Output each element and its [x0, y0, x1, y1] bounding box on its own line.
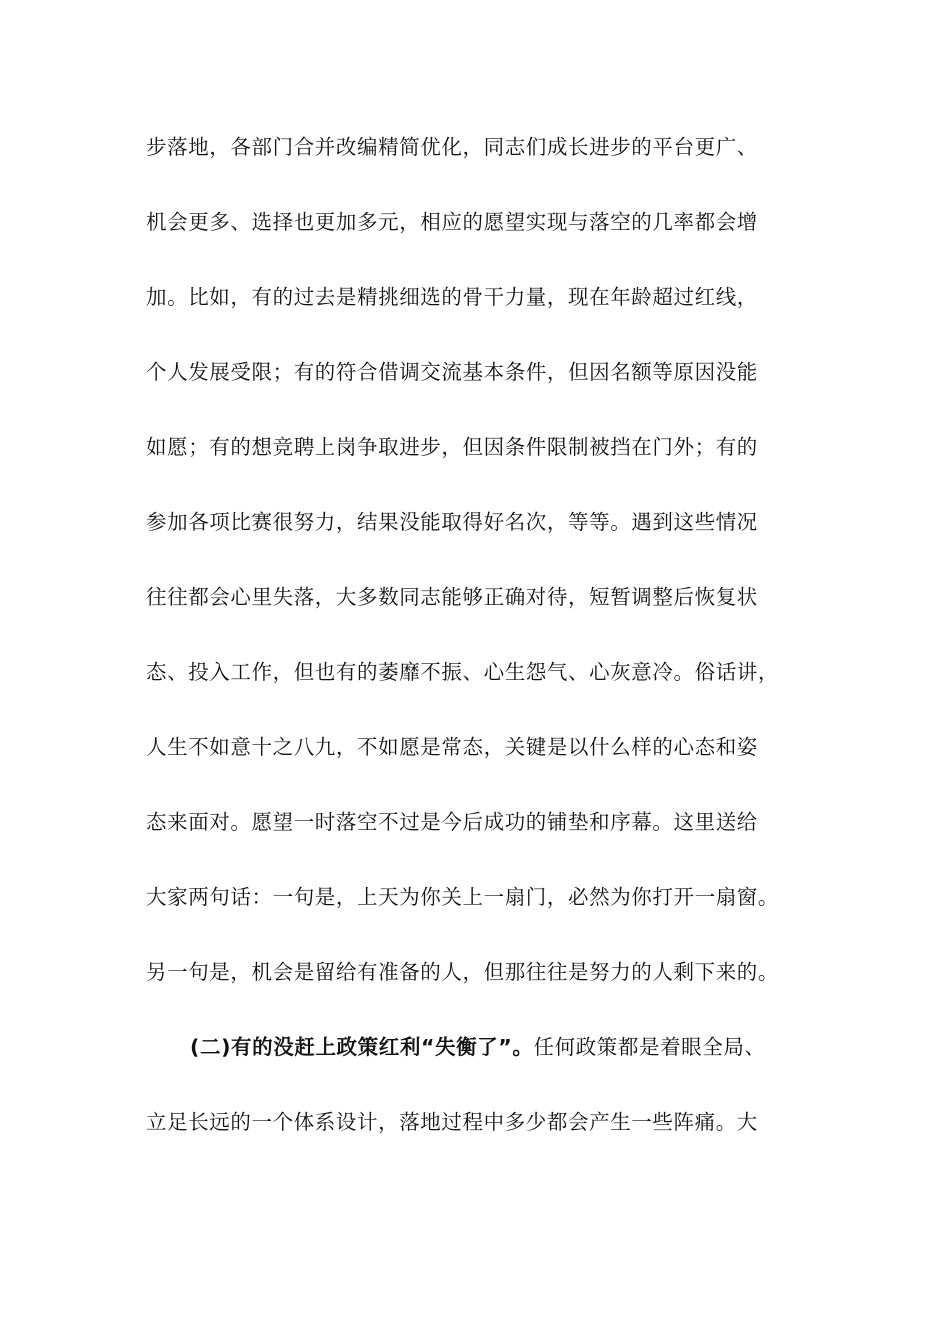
text-line: 机会更多、选择也更加多元，相应的愿望实现与落空的几率都会增 [146, 210, 758, 234]
paragraph-2-first-line [146, 1028, 826, 1103]
text-line: 态、投入工作，但也有的萎靡不振、心生怨气、心灰意冷。俗话讲， [146, 660, 779, 684]
paragraph-2 [146, 1028, 826, 1178]
text-line: 大家两句话：一句是，上天为你关上一扇门，必然为你打开一扇窗。 [146, 885, 779, 909]
text-line: 人生不如意十之八九，不如愿是常态，关键是以什么样的心态和姿 [146, 735, 758, 759]
section-heading: (二)有的没赶上政策红利“失衡了”。 [190, 1035, 534, 1059]
text-line: 个人发展受限；有的符合借调交流基本条件，但因名额等原因没能 [146, 360, 758, 384]
text-line: 加。比如，有的过去是精挑细选的骨干力量，现在年龄超过红线， [146, 285, 758, 309]
document-body [146, 128, 826, 1178]
text-line: 另一句是，机会是留给有准备的人，但那往往是努力的人剩下来的。 [146, 960, 779, 984]
text-line: 立足长远的一个体系设计，落地过程中多少都会产生一些阵痛。大 [146, 1110, 758, 1134]
text-line: 态来面对。愿望一时落空不过是今后成功的铺垫和序幕。这里送给 [146, 810, 758, 834]
text-line: 步落地，各部门合并改编精简优化，同志们成长进步的平台更广、 [146, 135, 758, 159]
text-line: 如愿；有的想竞聘上岗争取进步，但因条件限制被挡在门外；有的 [146, 435, 758, 459]
text-span: 任何政策都是着眼全局、 [533, 1035, 766, 1059]
text-line: 参加各项比赛很努力，结果没能取得好名次，等等。遇到这些情况 [146, 510, 758, 534]
text-line: 往往都会心里失落，大多数同志能够正确对待，短暂调整后恢复状 [146, 585, 758, 609]
paragraph-1 [146, 128, 826, 1028]
